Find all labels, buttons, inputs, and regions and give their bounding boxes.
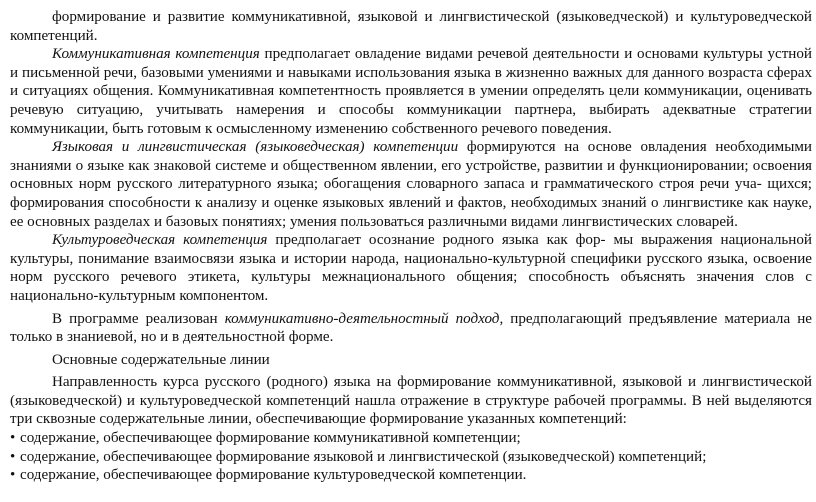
communicative-competence-paragraph bbox=[10, 45, 812, 138]
approach-paragraph bbox=[10, 310, 812, 347]
linguistic-competence-paragraph bbox=[10, 138, 812, 231]
list-item bbox=[10, 448, 812, 467]
list-item-text: содержание, обеспечивающее формирование языковой и лингвистической (языковедческой) компетенций; bbox=[20, 448, 707, 465]
linguistic-competence-term: Языковая и лингвистическая (языковедческая) компетенции bbox=[52, 139, 459, 156]
direction-paragraph: Направленность курса русского (родного) языка на формирование коммуникативной, языковой и лингвистической (языковедческой) и культуроведческой компетенций нашла отражение в структуре рабочей программы. В ней выделяются три сквозные содержательные линии, обеспечивающие формирование указанных компетенций: bbox=[10, 374, 812, 428]
approach-term: коммуникативно-деятельностный подход bbox=[224, 310, 500, 327]
linguistic-competence-text: формируются на основе овладения необходимыми знаниями о языке как знаковой системе и общественном явлении, его устройстве, развитии и функционировании; освоения основных норм русского литературного языка; обогащения словарного запаса и грамматического строя речи уча- щихся; формирования способности к анализу и оценке языковых явлений и фактов, необходимых знаний о лингвистике как науке, ее основных разделах и базовых понятиях; умения пользоваться различными видами лингвистических словарей. bbox=[10, 139, 812, 230]
bullet-icon: • bbox=[10, 448, 16, 465]
communicative-competence-text: предполагает овладение видами речевой деятельности и основами культуры устной и письменной речи, базовыми умениями и навыками использования языка в жизненно важных для данного возраста сферах и ситуациях общения. Коммуникативная компетентность проявляется в умении определять цели коммуникации, оценивать речевую ситуацию, учитывать намерения и способы коммуникации партнера, выбирать адекватные стратегии коммуникации, быть готовым к осмысленному изменению собственного речевого поведения. bbox=[10, 46, 813, 137]
content-lines-list bbox=[10, 429, 812, 485]
approach-text-before: В программе реализован bbox=[52, 310, 225, 327]
list-item bbox=[10, 429, 812, 448]
list-item bbox=[10, 466, 812, 485]
cultural-competence-term: Культуроведческая компетенция bbox=[52, 232, 268, 249]
cultural-competence-text: предполагает осознание родного языка как фор- мы выражения национальной культуры, понимание взаимосвязи языка и истории народа, национально-культурной специфики русского языка, освоение норм русского речевого этикета, культуры межнационального общения; способность объяснять значения слов с национально-культурным компонентом. bbox=[10, 232, 812, 304]
cultural-competence-paragraph bbox=[10, 231, 812, 305]
list-item-text: содержание, обеспечивающее формирование культуроведческой компетенции. bbox=[20, 467, 527, 484]
bullet-icon: • bbox=[10, 430, 16, 447]
approach-text-after: , предполагающий предъявление материала не только в знаниевой, но и в деятельностной форме. bbox=[10, 310, 812, 346]
list-item-text: содержание, обеспечивающее формирование коммуникативной компетенции; bbox=[20, 430, 521, 447]
section-heading: Основные содержательные линии bbox=[52, 351, 270, 368]
communicative-competence-term: Коммуникативная компетенция bbox=[52, 46, 260, 63]
intro-paragraph: формирование и развитие коммуникативной, языковой и лингвистической (языковедческой) и культуроведческой компетенций. bbox=[10, 9, 812, 44]
bullet-icon: • bbox=[10, 467, 16, 484]
